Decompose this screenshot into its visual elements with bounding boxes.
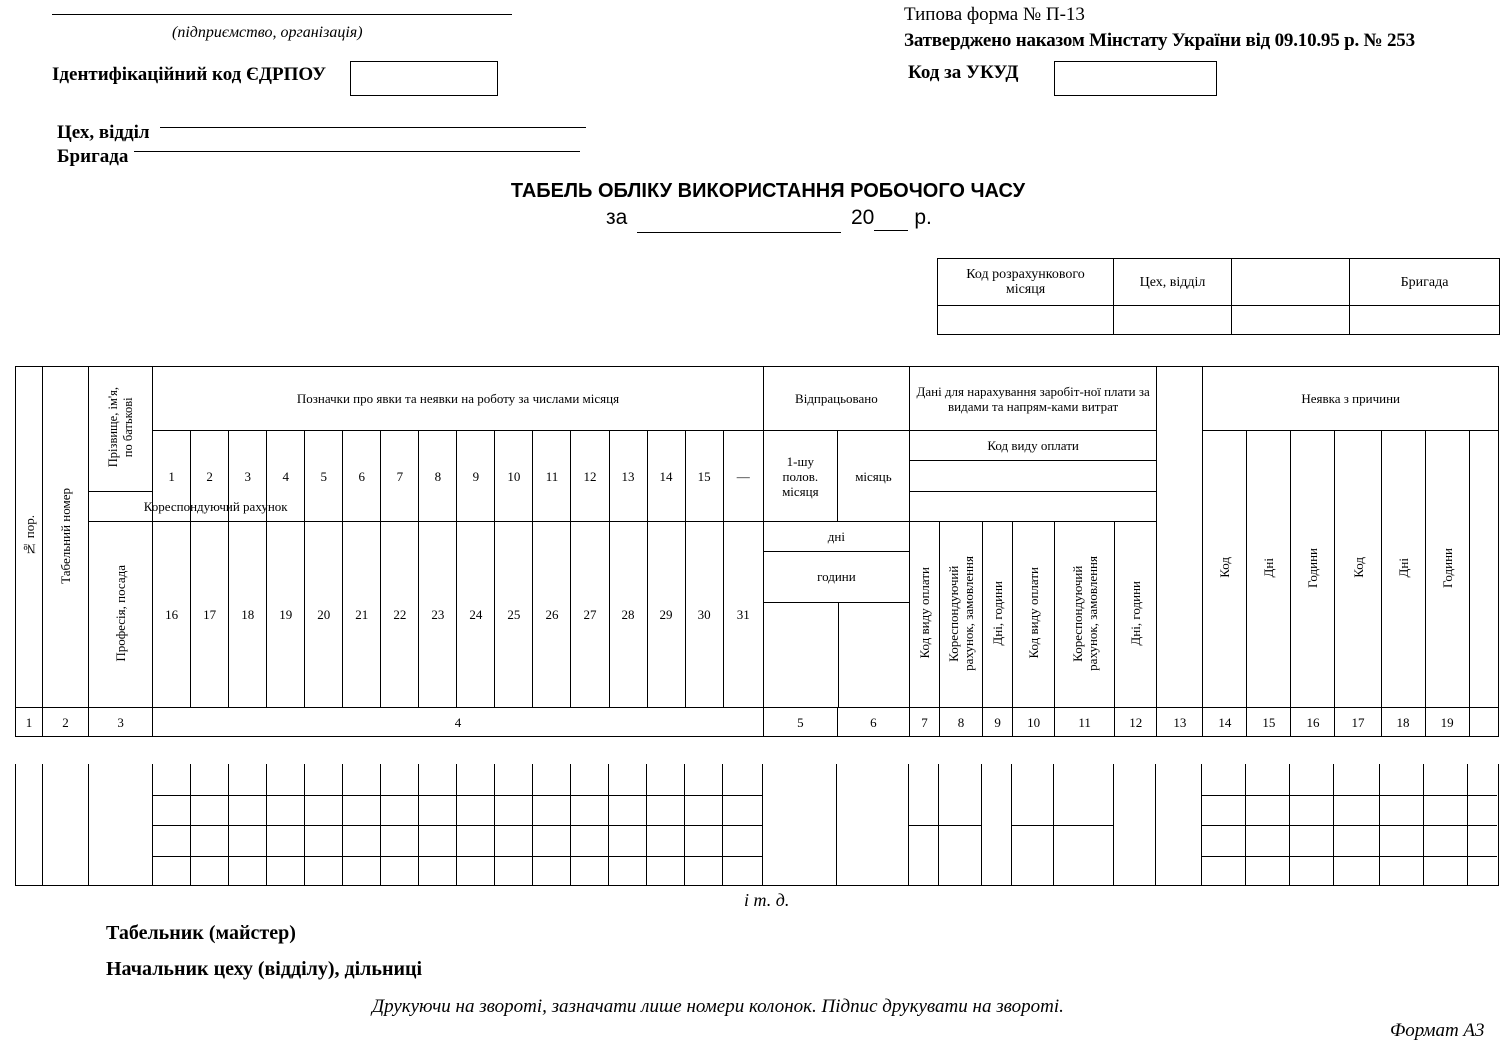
organization-caption: (підприємство, організація) xyxy=(172,24,363,41)
entry-row-divider xyxy=(343,795,380,796)
entry-row-divider xyxy=(305,795,342,796)
timesheet-table xyxy=(15,366,1499,737)
entry-row-divider xyxy=(1380,825,1423,826)
colnum-16: 16 xyxy=(1291,708,1335,737)
entry-row-divider xyxy=(939,825,981,826)
entry-column-9[interactable] xyxy=(343,764,381,886)
day-29: 29 xyxy=(647,522,685,708)
corr-account-header: Кореспондуючий рахунок xyxy=(89,492,343,522)
day-7: 7 xyxy=(381,431,419,522)
entry-column-15[interactable] xyxy=(571,764,609,886)
edrpou-field[interactable] xyxy=(350,61,498,96)
worked-half-value[interactable] xyxy=(764,603,839,707)
chief-label: Начальник цеху (відділу), дільниці xyxy=(106,958,423,980)
colnum-9: 9 xyxy=(983,708,1013,737)
absence-code-2-label: Код xyxy=(1350,557,1366,578)
colnum-7: 7 xyxy=(909,708,939,737)
v-corr-2-label: Кореспондуючий рахунок, замовлення xyxy=(1069,555,1100,671)
period-year: 20 xyxy=(851,206,875,229)
v-dayshours-2 xyxy=(1115,522,1157,708)
entry-column-27[interactable] xyxy=(1114,764,1156,886)
entry-row-divider xyxy=(533,825,570,826)
entry-column-2[interactable] xyxy=(43,764,89,886)
col-name-label: Прізвище, ім'я, по батькові xyxy=(105,387,135,468)
entry-row-divider xyxy=(191,795,228,796)
colnum-17: 17 xyxy=(1335,708,1381,737)
day-25: 25 xyxy=(495,522,533,708)
entry-column-3[interactable] xyxy=(89,764,153,886)
entry-row-divider xyxy=(685,825,722,826)
entry-row-divider xyxy=(1290,795,1333,796)
entry-row-divider xyxy=(1202,795,1245,796)
day-22: 22 xyxy=(381,522,419,708)
entry-row-divider xyxy=(1468,856,1497,857)
day-17: 17 xyxy=(191,522,229,708)
month-header: місяць xyxy=(837,431,909,522)
day-13: 13 xyxy=(609,431,647,522)
entry-row-divider xyxy=(1334,795,1379,796)
entry-row-divider xyxy=(1246,825,1289,826)
entry-row-divider xyxy=(343,825,380,826)
day-14: 14 xyxy=(647,431,685,522)
entry-row-divider xyxy=(191,856,228,857)
code-month-cell[interactable] xyxy=(938,306,1114,335)
entry-row-divider xyxy=(229,825,266,826)
entry-row-divider xyxy=(609,795,646,796)
day-30: 30 xyxy=(685,522,723,708)
day-20: 20 xyxy=(305,522,343,708)
absence-days-1-label: Дні xyxy=(1261,557,1277,578)
entry-row-divider xyxy=(229,856,266,857)
colnum-4: 4 xyxy=(153,708,764,737)
entry-column-17[interactable] xyxy=(647,764,685,886)
entry-row-divider xyxy=(1468,795,1497,796)
entry-column-8[interactable] xyxy=(305,764,343,886)
pay-data-header: Дані для нарахування заробіт-ної плати за видами та напрям-ками витрат xyxy=(909,367,1156,431)
entry-column-7[interactable] xyxy=(267,764,305,886)
worked-hours-label: години xyxy=(764,552,909,603)
entry-row-divider xyxy=(457,795,494,796)
v-paycode-1 xyxy=(909,522,939,708)
entry-row-divider xyxy=(571,825,608,826)
entry-row-divider xyxy=(1468,825,1497,826)
day-12: 12 xyxy=(571,431,609,522)
entry-row-divider xyxy=(267,856,304,857)
day-2: 2 xyxy=(191,431,229,522)
period-for: за xyxy=(606,206,628,229)
entry-row-divider xyxy=(609,856,646,857)
colnum-11: 11 xyxy=(1055,708,1115,737)
ukud-label: Код за УКУД xyxy=(908,62,1019,83)
entry-row-divider xyxy=(153,795,190,796)
entry-row-divider xyxy=(343,856,380,857)
absence-hours-2-label: Години xyxy=(1439,547,1455,588)
entry-row-divider xyxy=(909,825,938,826)
entry-row-divider xyxy=(1380,856,1423,857)
period-year-line[interactable] xyxy=(874,206,908,231)
day-21: 21 xyxy=(343,522,381,708)
entry-column-24[interactable] xyxy=(982,764,1012,886)
entry-row-divider xyxy=(1012,825,1053,826)
entry-column-5[interactable] xyxy=(191,764,229,886)
paycode-header: Код виду оплати xyxy=(909,431,1156,461)
col-number-header xyxy=(16,367,43,708)
entry-column-35[interactable] xyxy=(1468,764,1497,886)
v-paycode-2 xyxy=(1013,522,1055,708)
absence-code-1-label: Код xyxy=(1217,557,1233,578)
colnum-13: 13 xyxy=(1157,708,1203,737)
entry-row-divider xyxy=(533,856,570,857)
day-6: 6 xyxy=(343,431,381,522)
entry-column-10[interactable] xyxy=(381,764,419,886)
absence-days-2-label: Дні xyxy=(1395,557,1411,578)
col-tab-label: Табельний номер xyxy=(58,487,74,584)
entry-row-divider xyxy=(685,856,722,857)
entry-row-divider xyxy=(1424,856,1467,857)
v-corr-1 xyxy=(940,522,983,708)
codes-table xyxy=(937,258,1500,335)
entry-column-1[interactable] xyxy=(16,764,43,886)
absence-blank-header xyxy=(1469,431,1498,708)
entry-row-divider xyxy=(609,825,646,826)
absence-hours-1-header xyxy=(1291,431,1335,708)
entry-row-divider xyxy=(191,825,228,826)
entry-row-divider xyxy=(419,825,456,826)
worked-values xyxy=(764,603,909,707)
day-dash: — xyxy=(723,431,763,522)
entry-column-25[interactable] xyxy=(1012,764,1054,886)
day-27: 27 xyxy=(571,522,609,708)
period-month-line[interactable] xyxy=(637,208,841,233)
entry-row-divider xyxy=(267,795,304,796)
entry-row-divider xyxy=(229,795,266,796)
shop-line[interactable] xyxy=(160,127,586,128)
entry-row-divider xyxy=(1334,856,1379,857)
absence-hours-1-label: Години xyxy=(1305,547,1321,588)
entry-column-23[interactable] xyxy=(939,764,982,886)
half-month-header: 1-шу полов. місяця xyxy=(763,431,837,522)
code-shop-cell[interactable] xyxy=(1114,306,1232,335)
edrpou-label: Ідентифікаційний код ЄДРПОУ xyxy=(52,64,327,85)
entry-row-divider xyxy=(1202,856,1245,857)
entry-row-divider xyxy=(1424,825,1467,826)
entry-column-16[interactable] xyxy=(609,764,647,886)
colnum-12: 12 xyxy=(1115,708,1157,737)
day-4: 4 xyxy=(267,431,305,522)
day-15: 15 xyxy=(685,431,723,522)
entry-column-34[interactable] xyxy=(1424,764,1468,886)
col-prof-header xyxy=(89,522,153,708)
entry-row-divider xyxy=(647,856,684,857)
ukud-field[interactable] xyxy=(1054,61,1217,96)
entry-row-divider xyxy=(1054,825,1113,826)
worked-days-label: дні xyxy=(764,522,909,552)
entry-row-divider xyxy=(381,795,418,796)
absence-header: Неявка з причини xyxy=(1203,367,1499,431)
colnum-19: 19 xyxy=(1425,708,1469,737)
absence-code-1-header xyxy=(1203,431,1247,708)
col-13-header xyxy=(1157,367,1203,708)
v-paycode-2-label: Код виду оплати xyxy=(1026,567,1042,659)
entry-row-divider xyxy=(571,856,608,857)
entry-column-14[interactable] xyxy=(533,764,571,886)
print-note: Друкуючи на звороті, зазначати лише номери колонок. Підпис друкувати на звороті. xyxy=(372,996,1064,1017)
colnum-8: 8 xyxy=(940,708,983,737)
shop-label: Цех, відділ xyxy=(57,122,150,143)
entry-row-divider xyxy=(381,856,418,857)
worked-header: Відпрацьовано xyxy=(763,367,909,431)
day-24: 24 xyxy=(457,522,495,708)
colnum-2: 2 xyxy=(43,708,89,737)
brigade-label: Бригада xyxy=(57,146,129,167)
day-11: 11 xyxy=(533,431,571,522)
v-dayshours-1 xyxy=(983,522,1013,708)
period-row xyxy=(606,206,932,233)
entry-row-divider xyxy=(1246,795,1289,796)
entry-column-22[interactable] xyxy=(909,764,939,886)
format-label: Формат А3 xyxy=(1390,1020,1485,1041)
entry-row-divider xyxy=(419,856,456,857)
colnum-1: 1 xyxy=(16,708,43,737)
entry-row-divider xyxy=(1290,856,1333,857)
entry-row-divider xyxy=(1380,795,1423,796)
entry-column-33[interactable] xyxy=(1380,764,1424,886)
entry-row-divider xyxy=(1334,825,1379,826)
entry-column-12[interactable] xyxy=(457,764,495,886)
day-5: 5 xyxy=(305,431,343,522)
entry-row-divider xyxy=(457,856,494,857)
colnum-5: 5 xyxy=(763,708,837,737)
entry-column-11[interactable] xyxy=(419,764,457,886)
day-16: 16 xyxy=(153,522,191,708)
col-name-header xyxy=(89,367,153,492)
entry-row-divider xyxy=(723,856,762,857)
entry-row-divider xyxy=(1202,825,1245,826)
code-brigade-header: Бригада xyxy=(1350,259,1500,306)
entry-row-divider xyxy=(1246,856,1289,857)
entry-column-6[interactable] xyxy=(229,764,267,886)
entry-row-divider xyxy=(647,795,684,796)
entry-column-21[interactable] xyxy=(837,764,909,886)
entry-row-divider xyxy=(723,825,762,826)
col-tab-header xyxy=(43,367,89,708)
page-title: ТАБЕЛЬ ОБЛІКУ ВИКОРИСТАННЯ РОБОЧОГО ЧАСУ xyxy=(510,180,1026,202)
entry-column-30[interactable] xyxy=(1246,764,1290,886)
entry-row-divider xyxy=(305,856,342,857)
entry-column-4[interactable] xyxy=(153,764,191,886)
code-shop-header: Цех, відділ xyxy=(1114,259,1232,306)
entry-row-divider xyxy=(685,795,722,796)
colnum-blank xyxy=(1469,708,1498,737)
colnum-3: 3 xyxy=(89,708,153,737)
code-month-header: Код розрахункового місяця xyxy=(938,259,1114,306)
entry-row-divider xyxy=(495,795,532,796)
entry-row-divider xyxy=(495,825,532,826)
entry-column-13[interactable] xyxy=(495,764,533,886)
entry-column-32[interactable] xyxy=(1334,764,1380,886)
entry-row-divider xyxy=(153,825,190,826)
day-18: 18 xyxy=(229,522,267,708)
day-1: 1 xyxy=(153,431,191,522)
entry-row-divider xyxy=(571,795,608,796)
day-10: 10 xyxy=(495,431,533,522)
entry-row-divider xyxy=(647,825,684,826)
entry-column-18[interactable] xyxy=(685,764,723,886)
colnum-6: 6 xyxy=(837,708,909,737)
entry-column-20[interactable] xyxy=(763,764,837,886)
entry-column-28[interactable] xyxy=(1156,764,1202,886)
code-blank-cell[interactable] xyxy=(1232,306,1350,335)
timekeeper-label: Табельник (майстер) xyxy=(106,922,296,944)
paycode-value-cell[interactable] xyxy=(909,461,1156,492)
absence-hours-2-header xyxy=(1425,431,1469,708)
entry-row-divider xyxy=(533,795,570,796)
absence-days-1-header xyxy=(1247,431,1291,708)
entry-row-divider xyxy=(381,825,418,826)
entry-column-29[interactable] xyxy=(1202,764,1246,886)
day-23: 23 xyxy=(419,522,457,708)
day-28: 28 xyxy=(609,522,647,708)
v-dayshours-1-label: Дні, години xyxy=(990,580,1006,646)
entry-column-26[interactable] xyxy=(1054,764,1114,886)
entry-row-divider xyxy=(723,795,762,796)
col-prof-label: Професія, посада xyxy=(113,564,129,662)
entry-column-19[interactable] xyxy=(723,764,763,886)
entry-row-divider xyxy=(457,825,494,826)
colnum-10: 10 xyxy=(1013,708,1055,737)
entry-row-divider xyxy=(153,856,190,857)
code-blank-header xyxy=(1232,259,1350,306)
colnum-15: 15 xyxy=(1247,708,1291,737)
v-dayshours-2-label: Дні, години xyxy=(1128,580,1144,646)
marks-header: Позначки про явки та неявки на роботу за числами місяця xyxy=(153,367,764,431)
v-paycode-1-label: Код виду оплати xyxy=(916,567,932,659)
colnum-14: 14 xyxy=(1203,708,1247,737)
col-number-label: № пор. xyxy=(21,514,37,557)
v-corr-2 xyxy=(1055,522,1115,708)
brigade-line[interactable] xyxy=(134,151,580,152)
worked-month-value[interactable] xyxy=(839,603,909,707)
day-3: 3 xyxy=(229,431,267,522)
v-corr-1-label: Кореспондуючий рахунок, замовлення xyxy=(946,555,977,671)
day-19: 19 xyxy=(267,522,305,708)
entry-row-divider xyxy=(267,825,304,826)
entry-column-31[interactable] xyxy=(1290,764,1334,886)
code-brigade-cell[interactable] xyxy=(1350,306,1500,335)
etc-note: і т. д. xyxy=(744,890,790,910)
approval-note: Затверджено наказом Мінстату України від 09.10.95 р. № 253 xyxy=(904,30,1415,51)
absence-code-2-header xyxy=(1335,431,1381,708)
worked-days-hours xyxy=(763,522,909,708)
day-26: 26 xyxy=(533,522,571,708)
period-year-suffix: р. xyxy=(914,206,932,229)
entry-row-divider xyxy=(1290,825,1333,826)
organization-line[interactable] xyxy=(52,14,512,15)
entry-row-divider xyxy=(1424,795,1467,796)
day-8: 8 xyxy=(419,431,457,522)
entry-row-divider xyxy=(305,825,342,826)
timesheet-data-area xyxy=(15,764,1499,886)
day-31: 31 xyxy=(723,522,763,708)
form-number: Типова форма № П-13 xyxy=(904,4,1085,25)
colnum-18: 18 xyxy=(1381,708,1425,737)
absence-days-2-header xyxy=(1381,431,1425,708)
entry-row-divider xyxy=(495,856,532,857)
entry-row-divider xyxy=(419,795,456,796)
day-9: 9 xyxy=(457,431,495,522)
